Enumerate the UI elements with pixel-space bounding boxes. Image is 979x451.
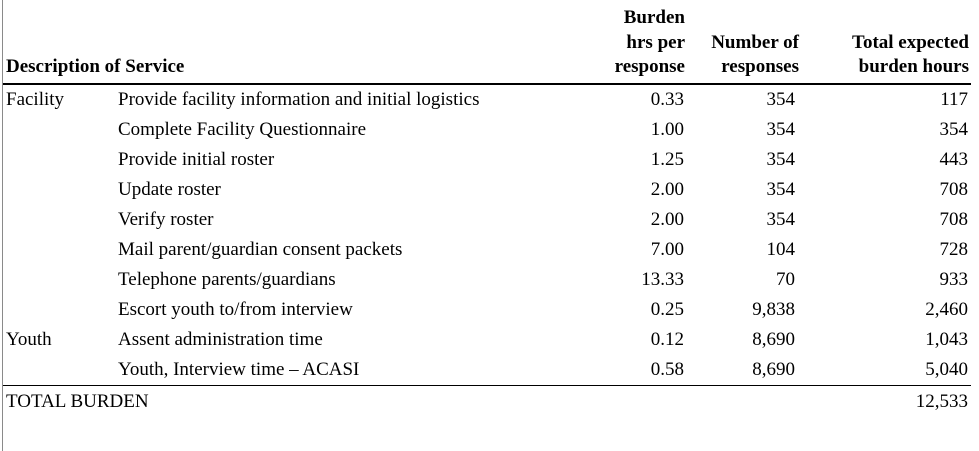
row-hrs-per-response: 1.25 [650, 148, 684, 170]
row-category [3, 265, 118, 295]
row-total-hours: 2,460 [925, 298, 968, 320]
row-responses: 8,690 [752, 328, 795, 350]
row-total-hours: 708 [939, 208, 968, 230]
row-category [3, 175, 118, 205]
row-description: Mail parent/guardian consent packets [118, 238, 403, 260]
row-responses: 354 [766, 178, 795, 200]
table-row [3, 205, 971, 235]
total-burden-value: 12,533 [801, 385, 971, 418]
row-total-hours: 354 [939, 118, 968, 140]
row-total-hours: 933 [939, 268, 968, 290]
row-responses: 8,690 [752, 358, 795, 380]
table-row [3, 145, 971, 175]
row-hrs-per-response: 13.33 [641, 268, 684, 290]
header-description: Description of Service [3, 6, 593, 84]
row-description: Verify roster [118, 208, 214, 230]
header-burden-per-response: Burden hrs per response [593, 6, 687, 84]
row-hrs-per-response: 0.25 [650, 298, 684, 320]
header-number-of-responses: Number of responses [687, 6, 801, 84]
table-row [3, 84, 971, 115]
row-description: Update roster [118, 178, 221, 200]
row-responses: 70 [776, 268, 795, 290]
row-category [3, 145, 118, 175]
row-description: Escort youth to/from interview [118, 298, 353, 320]
row-category [3, 355, 118, 386]
row-hrs-per-response: 0.58 [650, 358, 684, 380]
table-row [3, 325, 971, 355]
row-total-hours: 708 [939, 178, 968, 200]
row-responses: 354 [766, 148, 795, 170]
row-category [3, 295, 118, 325]
table-row [3, 265, 971, 295]
total-burden-label: TOTAL BURDEN [3, 385, 801, 418]
row-responses: 9,838 [752, 298, 795, 320]
row-category [3, 235, 118, 265]
table-row [3, 235, 971, 265]
row-total-hours: 728 [939, 238, 968, 260]
row-total-hours: 443 [939, 148, 968, 170]
row-hrs-per-response: 0.33 [650, 88, 684, 110]
table-header-row [3, 6, 971, 84]
burden-table [3, 6, 971, 418]
row-description: Youth, Interview time – ACASI [118, 358, 360, 380]
row-category: Facility [6, 88, 65, 110]
row-description: Assent administration time [118, 328, 323, 350]
row-hrs-per-response: 2.00 [650, 178, 684, 200]
row-description: Provide initial roster [118, 148, 275, 170]
row-hrs-per-response: 0.12 [650, 328, 684, 350]
row-responses: 104 [766, 238, 795, 260]
table-row [3, 115, 971, 145]
row-category [3, 115, 118, 145]
row-total-hours: 117 [940, 88, 968, 110]
row-category [3, 205, 118, 235]
row-responses: 354 [766, 88, 795, 110]
header-total-expected-hours: Total expected burden hours [801, 6, 971, 84]
row-description: Complete Facility Questionnaire [118, 118, 367, 140]
row-responses: 354 [766, 208, 795, 230]
table-row [3, 355, 971, 386]
row-description: Provide facility information and initial logistics [118, 88, 480, 110]
table-row [3, 295, 971, 325]
row-total-hours: 1,043 [925, 328, 968, 350]
table-row [3, 175, 971, 205]
row-total-hours: 5,040 [925, 358, 968, 380]
row-hrs-per-response: 7.00 [650, 238, 684, 260]
row-hrs-per-response: 1.00 [650, 118, 684, 140]
row-description: Telephone parents/guardians [118, 268, 336, 290]
total-row [3, 385, 971, 418]
row-category: Youth [6, 328, 52, 350]
row-hrs-per-response: 2.00 [650, 208, 684, 230]
row-responses: 354 [766, 118, 795, 140]
